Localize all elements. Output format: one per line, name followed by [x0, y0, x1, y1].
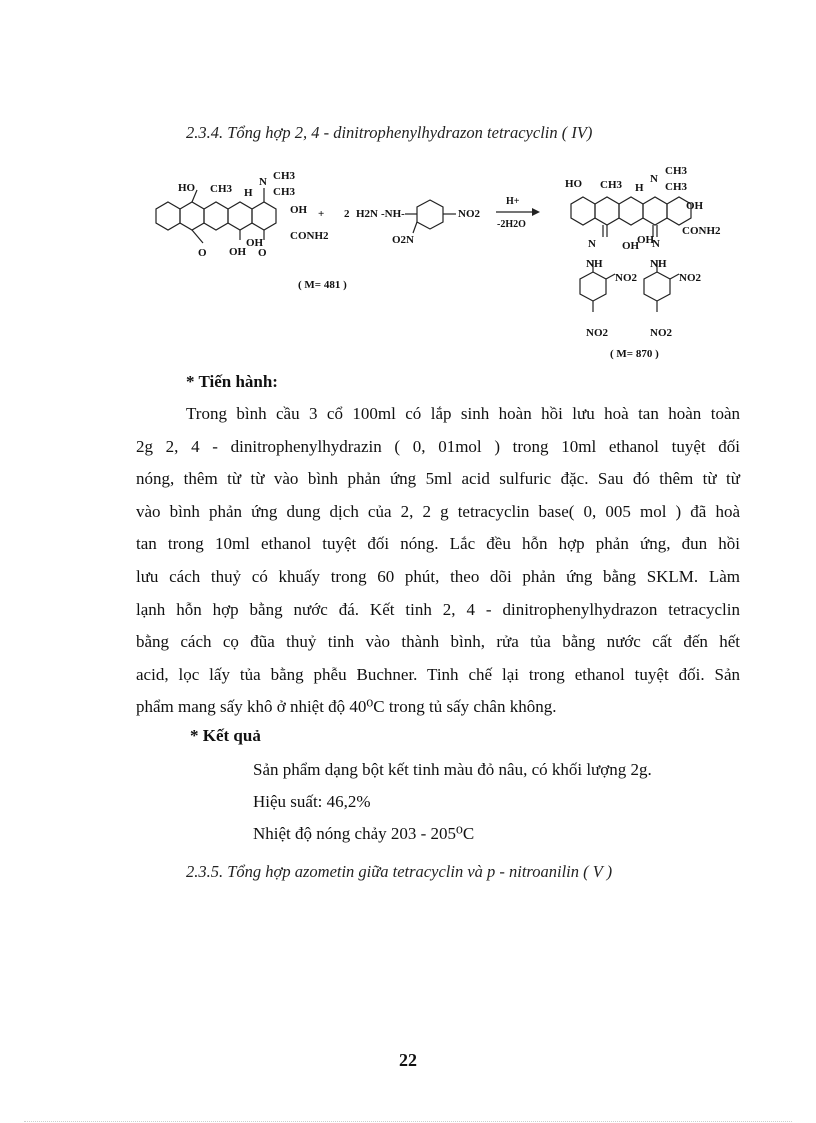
page-number: 22 — [399, 1050, 417, 1070]
results-heading: * Kết quả — [190, 726, 261, 745]
plus-sign: + — [318, 208, 325, 220]
paragraph-line: 2g 2, 4 - dinitrophenylhydrazin ( 0, 01mol ) trong 10ml ethanol tuyệt đối — [136, 436, 740, 456]
no2-label: NO2 — [458, 208, 480, 220]
ch3-label: CH3 — [665, 181, 687, 193]
product-structure — [571, 197, 691, 312]
paragraph-line: Trong bình cầu 3 cổ 100ml có lắp sinh hoàn hồi lưu hoà tan hoàn toàn — [186, 404, 740, 423]
result-item: Sản phẩm dạng bột kết tinh màu đỏ nâu, có khối lượng 2g. — [253, 760, 652, 779]
tetracycline-labels — [178, 170, 347, 291]
reaction-scheme — [0, 160, 816, 370]
conh2-label: CONH2 — [682, 225, 721, 237]
result-item: Nhiệt độ nóng chảy 203 - 205⁰C — [253, 824, 475, 843]
ho-label: HO — [565, 178, 583, 190]
product-labels — [565, 165, 721, 360]
procedure-paragraph — [136, 398, 740, 724]
coefficient: 2 — [344, 208, 350, 220]
oh-label: OH — [637, 234, 655, 246]
no2-label: NO2 — [615, 272, 637, 284]
n-label: N — [259, 176, 267, 188]
paragraph-line: nóng, thêm từ từ vào bình phản ứng 5ml acid sulfuric đặc. Sau đó thêm từ từ — [136, 469, 740, 489]
result-item: Hiệu suất: 46,2% — [253, 792, 371, 811]
ch3-label: CH3 — [273, 186, 295, 198]
reactant-mass: ( M= 481 ) — [298, 279, 347, 291]
ho-label: HO — [178, 182, 196, 194]
paragraph-line: phẩm mang sấy khô ở nhiệt độ 40⁰C trong tủ sấy chân không. — [136, 697, 557, 717]
conh2-label: CONH2 — [290, 230, 329, 242]
h-label: H — [244, 187, 253, 199]
reaction-arrow — [496, 196, 540, 230]
h2n-label: H2N — [356, 208, 378, 220]
nh-label: -NH- — [381, 208, 405, 220]
page-bottom-divider — [24, 1121, 792, 1122]
oh-label: OH — [290, 204, 308, 216]
oh-label: OH — [246, 237, 264, 249]
ch3-label: CH3 — [665, 165, 687, 177]
section-heading-2-3-4: 2.3.4. Tổng hợp 2, 4 - dinitrophenylhydrazon tetracyclin ( IV) — [186, 123, 593, 142]
oh-label: OH — [229, 246, 247, 258]
product-mass: ( M= 870 ) — [610, 348, 659, 360]
o2n-label: O2N — [392, 234, 414, 246]
ch3-label: CH3 — [273, 170, 295, 182]
paragraph-line: lạnh hỗn hợp bằng nước đá. Kết tinh 2, 4 - dinitrophenylhydrazon tetracyclin — [136, 599, 740, 619]
paragraph-line: vào bình phản ứng dung dịch của 2, 2 g tetracyclin base( 0, 005 mol ) đã hoà — [136, 501, 740, 521]
carbonyl-o-label: O — [198, 247, 207, 259]
no2-label: NO2 — [679, 272, 701, 284]
no2-label: NO2 — [650, 327, 672, 339]
carbonyl-o-label: O — [258, 247, 267, 259]
dnph-ring — [405, 200, 456, 233]
section-heading-2-3-5: 2.3.5. Tổng hợp azometin giữa tetracyclin và p - nitroanilin ( V ) — [186, 862, 613, 881]
catalyst-label: H+ — [506, 196, 520, 207]
ch3-label: CH3 — [210, 183, 232, 195]
paragraph-line: tan trong 10ml ethanol tuyệt đối nóng. Lắc đều hỗn hợp phản ứng, đun hồi — [136, 534, 740, 554]
h-label: H — [635, 182, 644, 194]
imine-n-label: N — [652, 238, 660, 250]
tetracycline-structure — [156, 188, 276, 243]
nh-label: NH — [586, 258, 603, 270]
paragraph-line: bằng cách cọ đũa thuỷ tinh vào thành bình, rửa tủa bằng nước cất đến hết — [136, 632, 740, 652]
nh-label: NH — [650, 258, 667, 270]
ch3-label: CH3 — [600, 179, 622, 191]
paragraph-line: lưu cách thuỷ có khuấy trong 60 phút, theo dõi phản ứng bằng SKLM. Làm — [136, 566, 740, 586]
oh-label: OH — [686, 200, 704, 212]
procedure-heading: * Tiến hành: — [186, 372, 278, 391]
n-label: N — [650, 173, 658, 185]
byproduct-label: -2H2O — [497, 219, 526, 230]
oh-label: OH — [622, 240, 640, 252]
imine-n-label: N — [588, 238, 596, 250]
paragraph-line: acid, lọc lấy tủa bằng phễu Buchner. Tinh chế lại trong ethanol tuyệt đối. Sản — [136, 664, 740, 684]
no2-label: NO2 — [586, 327, 608, 339]
